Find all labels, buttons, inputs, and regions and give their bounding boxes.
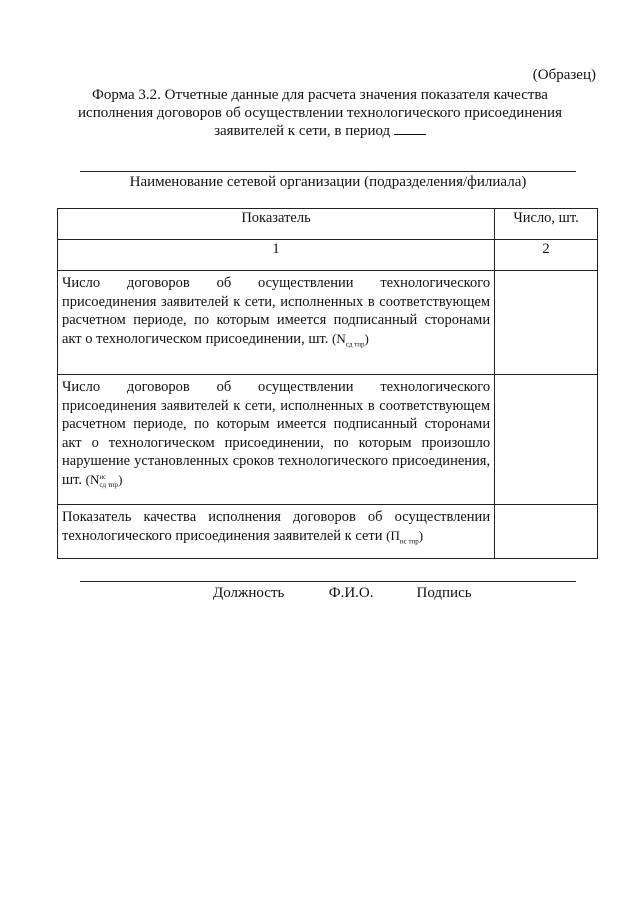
signature-sign-label: Подпись	[416, 585, 472, 601]
symbol-subscript: нс тпр	[399, 537, 419, 546]
header-indicator: Показатель	[58, 209, 495, 240]
form-title-line-1: Форма 3.2. Отчетные данные для расчета значения показателя качества	[92, 87, 548, 103]
symbol-subscript: сд тпр	[99, 480, 119, 489]
table-row	[58, 271, 598, 375]
symbol-subscript: сд тпр	[345, 340, 365, 349]
indicator-cell	[58, 505, 495, 559]
indicator-symbol: $(П_{нс тпр})$	[386, 527, 424, 546]
signature-name-label: Ф.И.О.	[328, 585, 374, 601]
symbol-main: N	[336, 330, 346, 346]
form-title-line-2: исполнения договоров об осуществлении технологического присоединения	[78, 105, 562, 121]
value-cell[interactable]	[495, 375, 598, 505]
column-number-1: 1	[58, 240, 495, 271]
value-cell[interactable]	[495, 505, 598, 559]
signature-labels	[213, 585, 472, 602]
symbol-main: П	[390, 527, 400, 543]
sample-label: (Образец)	[532, 67, 596, 83]
column-number-row	[58, 240, 598, 271]
indicator-text: Показатель качества исполнения договоров об осуществлении технологического присоединения заявителей к сети	[62, 509, 491, 544]
form-title-line-3-text: заявителей к сети, в период	[214, 123, 391, 139]
table-header-row	[58, 209, 598, 240]
organization-caption: Наименование сетевой организации (подразделения/филиала)	[129, 174, 527, 190]
indicator-text: Число договоров об осуществлении технологического присоединения заявителей к сети, исполненных в соответствующем расчетном периоде, по которым имеется подписанный сторонами акт о технологическом присоединении, по которым произошло нарушение установленных сроков технологического присоединения, шт.	[62, 379, 491, 488]
indicator-cell	[58, 271, 495, 375]
indicator-symbol: (N нс сд тпр )	[85, 471, 123, 489]
indicator-cell	[58, 375, 495, 505]
table-row	[58, 375, 598, 505]
form-title	[60, 86, 580, 140]
value-cell[interactable]	[495, 271, 598, 375]
report-table	[57, 208, 598, 559]
header-count: Число, шт.	[495, 209, 598, 240]
organization-name-line[interactable]	[80, 171, 576, 172]
signature-line[interactable]	[80, 581, 576, 582]
table-row	[58, 505, 598, 559]
indicator-text: Число договоров об осуществлении технологического присоединения заявителей к сети, исполненных в соответствующем расчетном периоде, по которым имеется подписанный сторонами акт о технологическом присоединении, шт.	[62, 275, 491, 347]
symbol-stack	[99, 473, 118, 489]
signature-position-label: Должность	[213, 585, 285, 601]
form-title-line-3	[60, 122, 580, 140]
symbol-main: N	[90, 471, 100, 487]
period-blank-field[interactable]	[394, 122, 426, 135]
indicator-symbol: $(N_{сд тпр})$	[331, 330, 369, 349]
column-number-2: 2	[495, 240, 598, 271]
symbol-superscript: нс	[99, 472, 107, 481]
